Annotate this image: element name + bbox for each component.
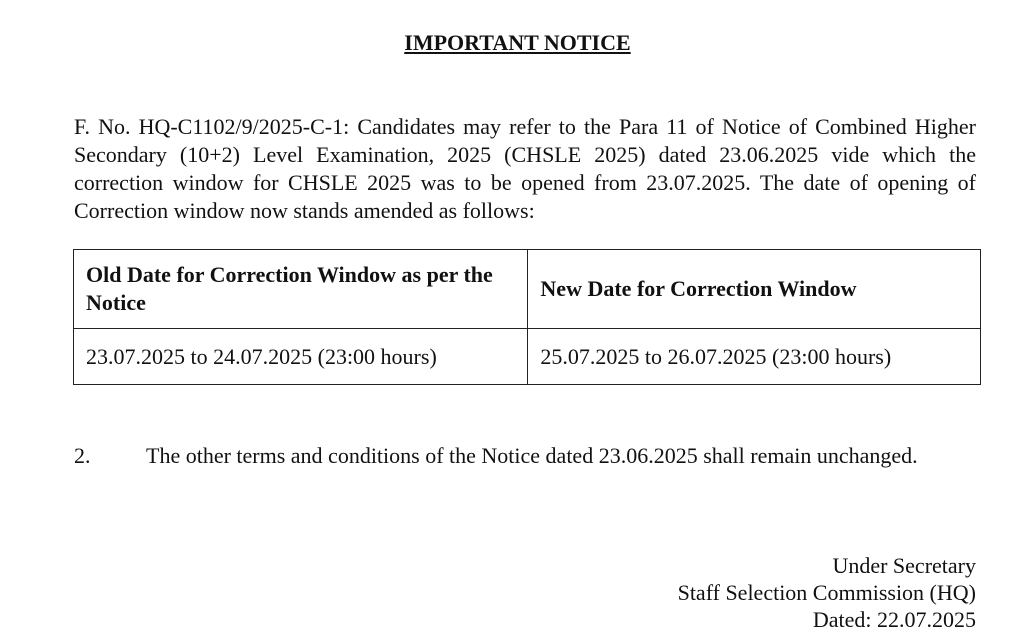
signature-date: Dated: 22.07.2025: [812, 607, 976, 632]
paragraph-number: 2.: [74, 443, 91, 468]
paragraph-2-text: The other terms and conditions of the Notice dated 23.06.2025 shall remain unchanged.: [146, 443, 918, 468]
old-date-cell: 23.07.2025 to 24.07.2025 (23:00 hours): [74, 329, 528, 385]
notice-paragraph-2: [74, 442, 976, 470]
new-date-header: New Date for Correction Window: [528, 250, 981, 329]
notice-paragraph-1: F. No. HQ-C1102/9/2025-C-1: Candidates may refer to the Para 11 of Notice of Combined Higher Secondary (10+2) Level Examination, 2025 (CHSLE 2025) dated 23.06.2025 vide which the correction window for CHSLE 2025 was to be opened from 23.07.2025. The date of opening of Correction window now stands amended as follows:: [74, 114, 976, 223]
table-row: [74, 329, 981, 385]
new-date-cell: 25.07.2025 to 26.07.2025 (23:00 hours): [528, 329, 981, 385]
correction-window-table: [73, 249, 981, 385]
notice-title: [0, 30, 1035, 56]
notice-title-text: IMPORTANT NOTICE: [404, 30, 631, 55]
signature-block: [678, 552, 976, 633]
signatory-designation: Under Secretary: [832, 553, 976, 578]
old-date-header: Old Date for Correction Window as per the Notice: [74, 250, 528, 329]
signatory-office: Staff Selection Commission (HQ): [677, 580, 976, 605]
table-header-row: [74, 250, 981, 329]
